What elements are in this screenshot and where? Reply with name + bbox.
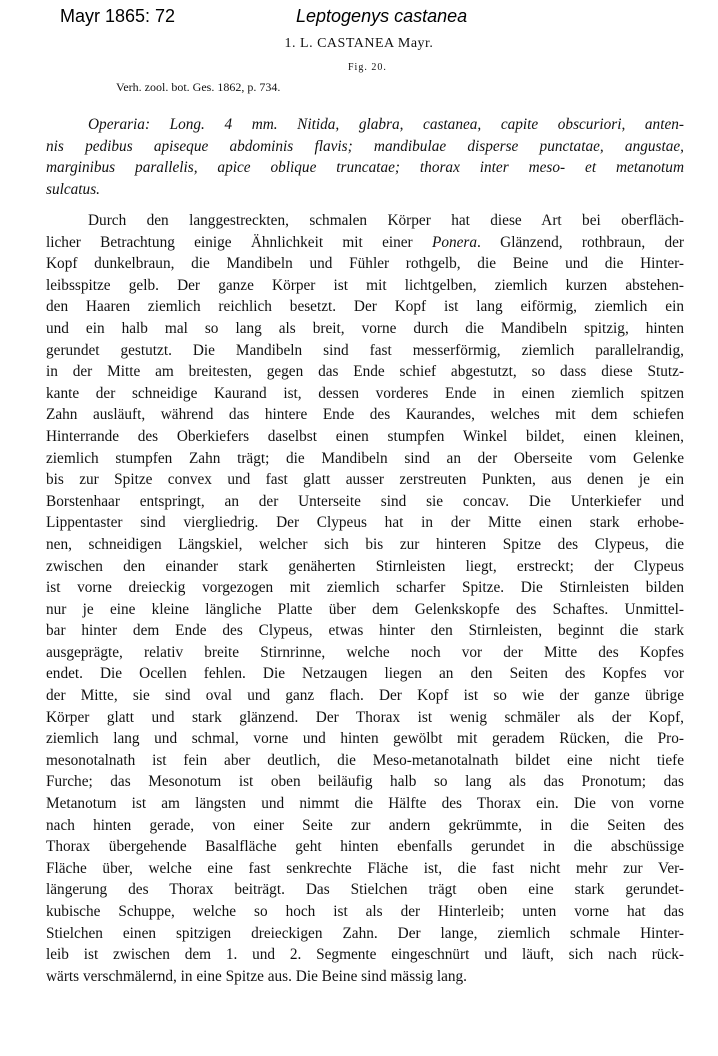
- body-line: ziemlich stumpfen Zahn trägt; die Mandibeln sind an der Oberseite vom Gelenke: [46, 449, 684, 467]
- body-line: kante der schneidige Kaurand ist, dessen vorderes Ende in einen ziemlich spitzen: [46, 384, 684, 402]
- body-line: gerundet gestutzt. Die Mandibeln sind fast messerförmig, ziemlich parallelrandig,: [46, 341, 684, 359]
- german-description: [46, 210, 684, 987]
- species-heading: 1. L. CASTANEA Mayr.: [284, 36, 434, 51]
- body-line: ist vorne dreieckig vorgezogen mit ziemlich scharfer Spitze. Die Stirnleisten bilden: [46, 579, 684, 597]
- body-line: Stielchen einen spitzigen dreieckigen Zahn. Der lange, ziemlich schmale Hinter-: [46, 924, 684, 942]
- body-line: Zahn ausläuft, während das hintere Ende des Kaurandes, welches mit dem schiefen: [46, 406, 684, 424]
- body-line: längerung des Thorax beiträgt. Das Stielchen trägt oben eine stark gerundet-: [46, 881, 684, 899]
- body-line: bar hinter dem Ende des Clypeus, etwas hinter den Stirnleisten, beginnt die stark: [46, 622, 684, 640]
- genus-name: Ponera: [431, 233, 478, 251]
- body-line: nur je eine kleine längliche Platte über dem Gelenkskopfe des Schaftes. Unmittel-: [46, 600, 684, 618]
- body-line: Furche; das Mesonotum ist oben beiläufig halb so lang als das Pronotum; das: [46, 773, 684, 791]
- body-line: kubische Schuppe, welche so hoch ist als der Hinterleib; unten vorne hat das: [46, 903, 684, 920]
- body-line: Borstenhaar entspringt, an der Unterseite sind sie concav. Die Unterkiefer und: [46, 492, 684, 510]
- body-line: der Mitte, sie sind oval und ganz flach. Der Kopf ist so wie der ganze übrige: [46, 687, 684, 705]
- body-line: in der Mitte am breitesten, gegen das Ende schief abgestutzt, so dass diese Stutz-: [46, 363, 684, 381]
- body-line: Metanotum ist am längsten und nimmt die Hälfte des Thorax ein. Die von vorne: [46, 795, 684, 813]
- page-citation: Mayr 1865: 72: [60, 6, 176, 26]
- body-line: leib ist zwischen dem 1. und 2. Segmente eingeschnürt und läuft, sich nach rück-: [46, 946, 684, 964]
- latin-line: marginibus parallelis, apice oblique truncatae; thorax inter meso- et metanotum: [46, 159, 684, 177]
- latin-line: Operaria: Long. 4 mm. Nitida, glabra, castanea, capite obscuriori, anten-: [88, 116, 684, 133]
- body-line: mesonotalnath ist fein aber deutlich, die Meso-metanotalnath bildet eine nicht tiefe: [46, 751, 684, 769]
- taxon-name: Leptogenys castanea: [296, 6, 468, 26]
- body-line: Thorax übergehende Basalfläche geht hinten ebenfalls gerundet in die abschüssige: [46, 838, 684, 856]
- body-line: Lippentaster sind viergliedrig. Der Clypeus hat in der Mitte einen stark erhobe-: [46, 514, 684, 532]
- body-line: Fläche über, welche eine fast senkrechte Fläche ist, die fast nicht mehr zur Ver-: [46, 859, 684, 877]
- body-line: bis zur Spitze convex und fast glatt ausser zerstreuten Punkten, aus denen je ein: [46, 471, 684, 489]
- body-line: ausgeprägte, relativ breite Stirnrinne, welche noch vor der Mitte des Kopfes: [46, 643, 684, 661]
- body-line: ziemlich lang und schmal, vorne und hinten gewölbt mit geradem Rücken, die Pro-: [46, 730, 684, 748]
- body-line: den Haaren ziemlich reichlich besetzt. Der Kopf ist lang eiförmig, ziemlich ein: [46, 298, 684, 316]
- latin-line: sulcatus.: [46, 180, 100, 198]
- body-line: nach hinten gerade, von einer Seite zur andern gekrümmte, in die Seiten des: [46, 816, 684, 834]
- body-line: wärts verschmälernd, in eine Spitze aus. Die Beine sind mässig lang.: [46, 967, 467, 985]
- body-line: endet. Die Ocellen fehlen. Die Netzaugen liegen an den Seiten des Kopfes vor: [46, 665, 684, 683]
- body-line: Hinterrande des Oberkiefers daselbst einen stumpfen Winkel bildet, einen kleinen,: [46, 427, 684, 445]
- literature-reference: Verh. zool. bot. Ges. 1862, p. 734.: [116, 80, 281, 94]
- latin-description: [46, 114, 684, 200]
- body-line: Körper glatt und stark glänzend. Der Thorax ist wenig schmäler als der Kopf,: [46, 708, 684, 726]
- figure-label: Fig. 20.: [348, 62, 387, 73]
- body-line: Durch den langgestreckten, schmalen Körper hat diese Art bei oberfläch-: [88, 212, 684, 229]
- body-line: leibsspitze gelb. Der ganze Körper ist mit lichtgelben, ziemlich kurzen abstehen-: [46, 276, 684, 294]
- body-line: Kopf dunkelbraun, die Mandibeln und Fühler rothgelb, die Beine und die Hinter-: [46, 255, 684, 273]
- body-line: zwischen den einander stark genäherten Stirnleisten liegt, erstreckt; der Clypeus: [46, 557, 684, 575]
- body-line: und ein halb mal so lang als breit, vorne durch die Mandibeln spitzig, hinten: [46, 319, 684, 337]
- body-line: licher Betrachtung einige Ähnlichkeit mit einer Ponera. Glänzend, rothbraun, der: [46, 233, 685, 251]
- body-line: nen, schneidigen Längskiel, welcher sich bis zur hinteren Spitze des Clypeus, die: [46, 535, 684, 553]
- latin-line: nis pedibus apiseque abdominis flavis; mandibulae disperse punctatae, angustae,: [46, 137, 684, 155]
